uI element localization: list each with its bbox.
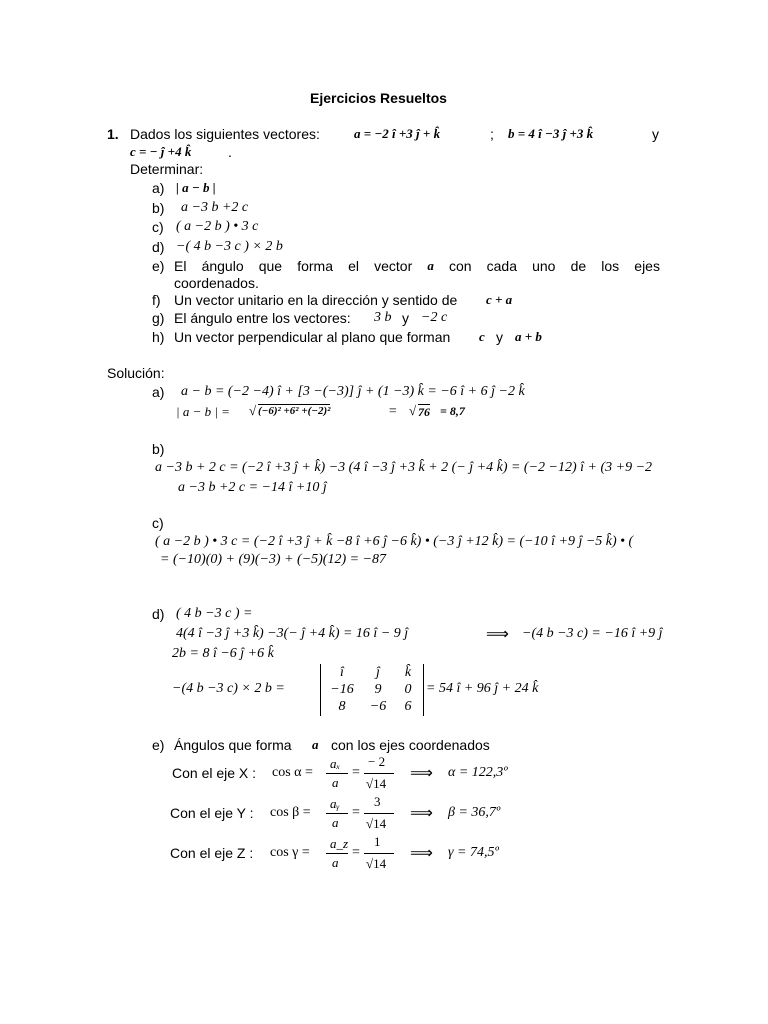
item-g-expr1: 3 b xyxy=(374,310,392,325)
angle-x-func: cos α = xyxy=(272,765,313,780)
angle-z-func: cos γ = xyxy=(270,845,310,860)
item-h-expr2: a + b xyxy=(515,329,542,344)
angle-x-result: α = 122,3º xyxy=(448,765,508,780)
sol-c-line1: ( a −2 b ) • 3 c = (−2 î +3 ĵ + k̂ −8 î +6 ĵ −6 k̂) • (−3 ĵ +12 k̂) = (−10 î +9 ĵ −5 k̂) • ( xyxy=(155,534,634,549)
item-e-text: El ángulo que forma el vector a con cada uno de los ejes xyxy=(174,258,660,274)
item-e-label: e) xyxy=(152,258,165,274)
item-f-expr: c + a xyxy=(486,292,513,307)
sol-d-line3: 2b = 8 î −6 ĵ +6 k̂ xyxy=(172,646,274,661)
item-c-expr: ( a −2 b ) • 3 c xyxy=(176,219,259,234)
sol-d-cross-result: = 54 î + 96 ĵ + 24 k̂ xyxy=(426,681,539,696)
item-g-label: g) xyxy=(152,310,165,326)
sol-b-label: b) xyxy=(152,441,165,457)
sol-d-label: d) xyxy=(152,606,165,622)
vector-c-def: c = − ĵ +4 k̂ xyxy=(130,144,192,159)
sol-d-implies-arrow: ⟹ xyxy=(486,626,509,643)
item-h-expr1: c xyxy=(479,329,485,344)
sol-e-label: e) xyxy=(152,737,165,753)
angle-x-num1: aₓ xyxy=(330,756,341,771)
det-cell: k̂ xyxy=(404,665,412,680)
fraction-bar xyxy=(364,813,394,814)
page-title: Ejercicios Resueltos xyxy=(310,90,447,106)
solution-heading: Solución: xyxy=(107,365,165,381)
vector-a-def: a = −2 î +3 ĵ + k̂ xyxy=(354,126,441,141)
det-cell: î xyxy=(340,665,344,680)
item-b-label: b) xyxy=(152,200,165,216)
det-cell: 8 xyxy=(338,699,346,714)
sol-a-label: a) xyxy=(152,384,165,400)
angle-z-result: γ = 74,5º xyxy=(448,845,499,860)
angle-y-eq: = xyxy=(352,805,360,820)
angle-z-num2: 1 xyxy=(374,834,381,849)
sol-e-text: Ángulos que forma xyxy=(174,737,292,753)
det-cell: −6 xyxy=(369,699,387,714)
period: . xyxy=(228,144,232,160)
angle-y-num2: 3 xyxy=(374,794,381,809)
sol-e-text2: con los ejes coordenados xyxy=(331,737,490,753)
item-a-label: a) xyxy=(152,180,165,196)
sol-a-root76: √ 76 xyxy=(409,403,430,419)
sol-b-line1: a −3 b + 2 c = (−2 î +3 ĵ + k̂) −3 (4 î −3 ĵ +3 k̂ + 2 (− ĵ +4 k̂) = (−2 −12) î + (3 +9 −2 xyxy=(155,460,653,475)
sol-d-line2: 4(4 î −3 ĵ +3 k̂) −3(− ĵ +4 k̂) = 16 î − 9 ĵ xyxy=(176,626,409,641)
fraction-bar xyxy=(364,853,394,854)
determine-label: Determinar: xyxy=(130,161,204,177)
angle-x-axis: Con el eje X : xyxy=(172,765,257,781)
angle-z-axis: Con el eje Z : xyxy=(170,845,254,861)
angle-y-result: β = 36,7º xyxy=(448,805,501,820)
sol-c-line2: = (−10)(0) + (9)(−3) + (−5)(12) = −87 xyxy=(160,552,387,567)
item-g-expr2: −2 c xyxy=(421,310,448,325)
item-h-label: h) xyxy=(152,329,165,345)
item-c-label: c) xyxy=(152,219,164,235)
angle-z-eq: = xyxy=(352,845,360,860)
sol-d-cross-lhs: −(4 b −3 c) × 2 b = xyxy=(172,681,285,696)
separator: ; xyxy=(490,126,494,142)
angle-y-arrow: ⟹ xyxy=(410,805,433,822)
fraction-bar xyxy=(326,853,348,854)
sol-b-line2: a −3 b +2 c = −14 î +10 ĵ xyxy=(178,480,327,495)
sol-c-label: c) xyxy=(152,515,164,531)
angle-z-den1: a xyxy=(332,855,339,870)
item-g-conj: y xyxy=(402,310,409,326)
det-cell: 9 xyxy=(374,682,382,697)
item-f-text: Un vector unitario en la dirección y sentido de xyxy=(174,292,458,308)
angle-y-num1: aᵧ xyxy=(330,796,340,811)
fraction-bar xyxy=(326,813,348,814)
fraction-bar xyxy=(364,773,394,774)
sol-a-line1: a − b = (−2 −4) î + [3 −(−3)] ĵ + (1 −3) k̂ = −6 î + 6 ĵ −2 k̂ xyxy=(181,384,525,399)
angle-z-arrow: ⟹ xyxy=(410,845,433,862)
item-f-label: f) xyxy=(152,292,161,308)
problem-number: 1. xyxy=(107,126,119,142)
angle-x-eq: = xyxy=(352,765,360,780)
det-cell: ĵ xyxy=(376,665,380,680)
sol-d-line1: ( 4 b −3 c ) = xyxy=(176,606,253,621)
item-h-conj: y xyxy=(496,329,503,345)
item-a-expr: | a − b | xyxy=(176,180,216,195)
item-d-expr: −( 4 b −3 c ) × 2 b xyxy=(176,239,283,254)
fraction-bar xyxy=(326,773,348,774)
angle-x-arrow: ⟹ xyxy=(410,765,433,782)
conjunction: y xyxy=(652,126,659,142)
sol-a-radicand: √ (−6)² +6² +(−2)² xyxy=(249,403,331,418)
item-e-line2: coordenados. xyxy=(174,275,259,291)
sol-d-line2b: −(4 b −3 c) = −16 î +9 ĵ xyxy=(522,626,663,641)
angle-y-den2: √14 xyxy=(366,816,387,831)
determinant xyxy=(320,664,424,716)
angle-z-den2: √14 xyxy=(366,856,387,871)
problem-intro: Dados los siguientes vectores: xyxy=(130,126,320,142)
sol-a-result: = 8,7 xyxy=(440,404,465,418)
angle-y-den1: a xyxy=(332,815,339,830)
item-b-expr: a −3 b +2 c xyxy=(181,200,249,215)
angle-z-num1: a_z xyxy=(330,836,349,851)
det-cell: 0 xyxy=(404,682,412,697)
det-cell: −16 xyxy=(330,682,354,697)
sol-a-magnitude: | a − b | = xyxy=(176,404,230,419)
item-d-label: d) xyxy=(152,239,165,255)
angle-x-den1: a xyxy=(332,775,339,790)
sol-a-eq: = xyxy=(388,404,398,419)
sol-e-vec: a xyxy=(312,737,319,752)
det-cell: 6 xyxy=(404,699,412,714)
vector-b-def: b = 4 î −3 ĵ +3 k̂ xyxy=(508,126,594,141)
angle-x-den2: √14 xyxy=(366,776,387,791)
item-g-text: El ángulo entre los vectores: xyxy=(174,310,351,326)
angle-x-num2: − 2 xyxy=(368,754,386,769)
angle-y-func: cos β = xyxy=(270,805,311,820)
angle-y-axis: Con el eje Y : xyxy=(170,805,254,821)
item-h-text: Un vector perpendicular al plano que forman xyxy=(174,329,451,345)
